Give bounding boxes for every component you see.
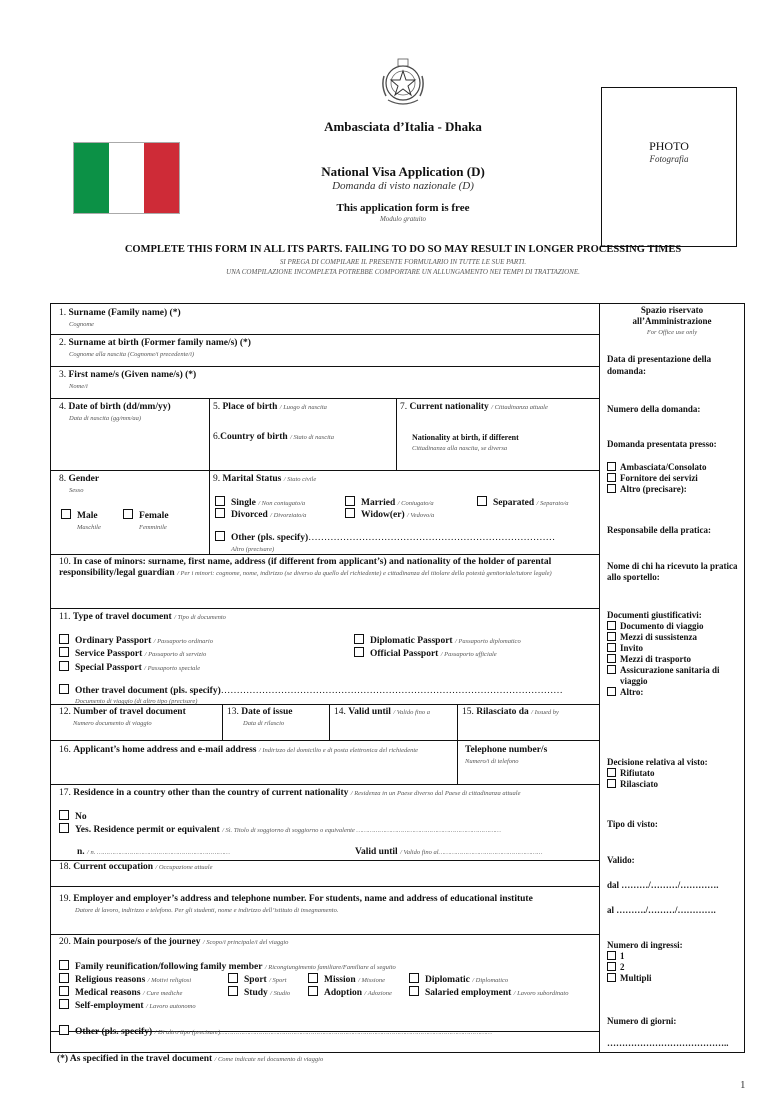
field-home-address[interactable]: 16. Applicant’s home address and e-mail address / Indirizzo del domicilio e di posta elettronica del richiedente [59, 745, 419, 755]
page-number: 1 [740, 1079, 746, 1091]
warning-it-2: UNA COMPILAZIONE INCOMPLETA POTREBBE COMPORTARE UN ALLUNGAMENTO NEI TEMPI DI TRATTAZIONE. [226, 268, 580, 276]
checkbox-medical[interactable]: Medical reasons / Cure mediche [59, 986, 182, 999]
checkbox-diplomatic-passport[interactable]: Diplomatic Passport / Passaporto diplomatico [354, 634, 521, 647]
admin-visa-type[interactable]: Tipo di visto: [607, 819, 658, 829]
admin-submitted-options[interactable]: Ambasciata/Consolato Fornitore dei servizi Altro (precisare): [607, 462, 707, 495]
checkbox-other-marital[interactable]: Other (pls. specify)…………………………………………………………………… Altro (precisare) [215, 531, 555, 555]
field-date-of-issue[interactable]: 13. Date of issue Data di rilascio [227, 707, 293, 727]
checkbox-residence-yes[interactable]: Yes. Residence permit or equivalent / Sì. Titolo di soggiorno di soggiorno o equivalente ………………………………………………………………… [59, 823, 501, 836]
field-surname[interactable]: 1. Surname (Family name) (*) Cognome [59, 308, 181, 328]
checkbox-separated[interactable]: Separated / Separato/a [477, 496, 569, 509]
field-journey-purpose: 20. Main pourpose/s of the journey / Scopo/i principale/i del viaggio [59, 937, 289, 947]
checkbox-diplomatic[interactable]: Diplomatic / Diplomatico [409, 973, 508, 986]
field-travel-document-type: 11. Type of travel document / Tipo di documento [59, 612, 226, 622]
field-marital-status: 9. Marital Status / Stato civile [213, 474, 317, 484]
checkbox-mission[interactable]: Mission / Missione [308, 973, 385, 986]
admin-days-field[interactable]: ………………………………….. [607, 1038, 729, 1048]
field-employer[interactable]: 19. Employer and employer’s address and telephone number. For students, name and address of educational institute Datore di lavoro, indirizzo e telefono. Per gli studenti, nome e indirizzo dell’istituto di insegnamento. [59, 894, 533, 914]
admin-application-number[interactable]: Numero della domanda: [607, 404, 701, 414]
footnote: (*) As specified in the travel document / Come indicate nel documento di viaggio [57, 1054, 324, 1064]
field-nationality-at-birth[interactable]: Nationality at birth, if different Cittadinanza alla nascita, se diversa [412, 433, 519, 452]
checkbox-study[interactable]: Study / Studio [228, 986, 290, 999]
field-permit-valid-until[interactable]: Valid until / Valido fino al……………………………………………… [355, 847, 543, 857]
checkbox-religious[interactable]: Religious reasons / Motivi religiosi [59, 973, 191, 986]
admin-supporting-documents[interactable]: Documenti giustificativi: Documento di viaggio Mezzi di sussistenza Invito Mezzi di trasporto Assicurazione sanitaria di viaggio Altro: [607, 610, 720, 697]
checkbox-special-passport[interactable]: Special Passport / Passaporto speciale [59, 661, 200, 674]
field-telephone[interactable]: Telephone number/s Numero/i di telefono [465, 745, 548, 765]
field-document-number[interactable]: 12. Number of travel document Numero documento di viaggio [59, 707, 186, 727]
checkbox-sport[interactable]: Sport / Sport [228, 973, 287, 986]
checkbox-self-employment[interactable]: Self-employment / Lavoro autonomo [59, 999, 196, 1012]
page-title-it: Domanda di visto nazionale (D) [332, 180, 474, 192]
field-gender: 8. Gender Sesso [59, 474, 100, 494]
checkbox-female[interactable]: Female Femminile [123, 509, 169, 533]
checkbox-official-passport[interactable]: Official Passport / Passaporto ufficiale [354, 647, 497, 660]
checkbox-married[interactable]: Married / Coniugato/a [345, 496, 434, 509]
field-first-names[interactable]: 3. First name/s (Given name/s) (*) Nome/i [59, 370, 197, 390]
field-country-of-birth[interactable]: 6.Country of birth / Stato di nascita [213, 432, 334, 442]
field-current-nationality[interactable]: 7. Current nationality / Cittadinanza attuale [400, 402, 548, 412]
admin-submitted-at: Domanda presentata presso: [607, 439, 717, 449]
checkbox-other-purpose[interactable]: Other (pls. specify) / Di altro tipo (precisare)…………………………………………………………………………………………………………………………… [59, 1025, 492, 1038]
photo-label: PHOTO [649, 139, 689, 153]
checkbox-divorced[interactable]: Divorced / Divorziato/a [215, 508, 306, 521]
admin-entries[interactable]: Numero di ingressi: 1 2 Multipli [607, 940, 683, 983]
checkbox-service-passport[interactable]: Service Passport / Passaporto di servizio [59, 647, 206, 660]
checkbox-single[interactable]: Single / Non coniugato/a [215, 496, 305, 509]
free-note-it: Modulo gratuito [379, 215, 427, 223]
checkbox-family-reunification[interactable]: Family reunification/following family member / Ricongiungimento familiare/Familiare al seguito [59, 960, 396, 973]
checkbox-adoption[interactable]: Adoption / Adozione [308, 986, 392, 999]
admin-submission-date[interactable]: Data di presentazione della domanda: [607, 354, 712, 376]
admin-days: Numero di giorni: [607, 1016, 677, 1026]
warning-it-1: SI PREGA DI COMPILARE IL PRESENTE FORMULARIO IN TUTTE LE SUE PARTI. [279, 258, 527, 266]
field-surname-at-birth[interactable]: 2. Surname at birth (Former family name/s) (*) Cognome alla nascita (Cognome/i precedente/i) [59, 338, 251, 358]
checkbox-male[interactable]: Male Maschile [61, 509, 101, 533]
field-residence-other-country: 17. Residence in a country other than the country of current nationality / Residenza in un Paese diverso dal Paese di cittadinanza attuale [59, 788, 521, 798]
checkbox-residence-no[interactable]: No [59, 810, 87, 823]
checkbox-salaried[interactable]: Salaried employment / Lavoro subordinato [409, 986, 568, 999]
field-place-of-birth[interactable]: 5. Place of birth / Luogo di nascita [213, 402, 327, 412]
admin-received-by[interactable]: Nome di chi ha ricevuto la pratica allo sportello: [607, 561, 738, 582]
application-form [50, 303, 745, 1053]
field-guardian[interactable]: 10. In case of minors: surname, first name, address (if different from applicant’s) and nationality of the holder of parental responsibility/legal guardian / Per i minori: cognome, nome, indirizzo (se diverso da quello del richiedente) e cittadinanza del titolare della potestà genitoriale/tutore legale) [59, 557, 552, 578]
field-valid-until[interactable]: 14. Valid until / Valido fino a [334, 707, 430, 717]
field-date-of-birth[interactable]: 4. Date of birth (dd/mm/yy) Data di nascita (gg/mm/aa) [59, 402, 171, 422]
free-note: This application form is free [336, 202, 470, 214]
field-permit-number[interactable]: n. / n. …………………………………………………………… [77, 847, 230, 857]
admin-case-officer[interactable]: Responsabile della pratica: [607, 525, 712, 535]
embassy-name: Ambasciata d’Italia - Dhaka [324, 119, 482, 134]
admin-valid-to[interactable]: al ………./………/…………. [607, 905, 716, 915]
emblem-icon [378, 56, 428, 112]
admin-visa-decision[interactable]: Decisione relativa al visto: Rifiutato Rilasciato [607, 757, 708, 789]
admin-valid-from[interactable]: dal ………/………/…………. [607, 880, 719, 890]
checkbox-ordinary-passport[interactable]: Ordinary Passport / Passaporto ordinario [59, 634, 213, 647]
field-issued-by[interactable]: 15. Rilasciato da / Issued by [462, 707, 559, 717]
admin-valid: Valido: [607, 855, 635, 865]
admin-title: Spazio riservato all’Amministrazione For Office use only [632, 305, 712, 336]
page-title: National Visa Application (D) [321, 164, 485, 179]
checkbox-other-document[interactable]: Other travel document (pls. specify)……………………………………………………………………………………………… Documento di viaggio (di altro tipo (precisare) [59, 684, 563, 707]
photo-label-it: Fotografia [649, 154, 689, 164]
checkbox-widow[interactable]: Widow(er) / Vedovo/a [345, 508, 434, 521]
warning: COMPLETE THIS FORM IN ALL ITS PARTS. FAILING TO DO SO MAY RESULT IN LONGER PROCESSING TIMES [124, 244, 682, 255]
field-current-occupation[interactable]: 18. Current occupation / Occupazione attuale [59, 862, 213, 872]
